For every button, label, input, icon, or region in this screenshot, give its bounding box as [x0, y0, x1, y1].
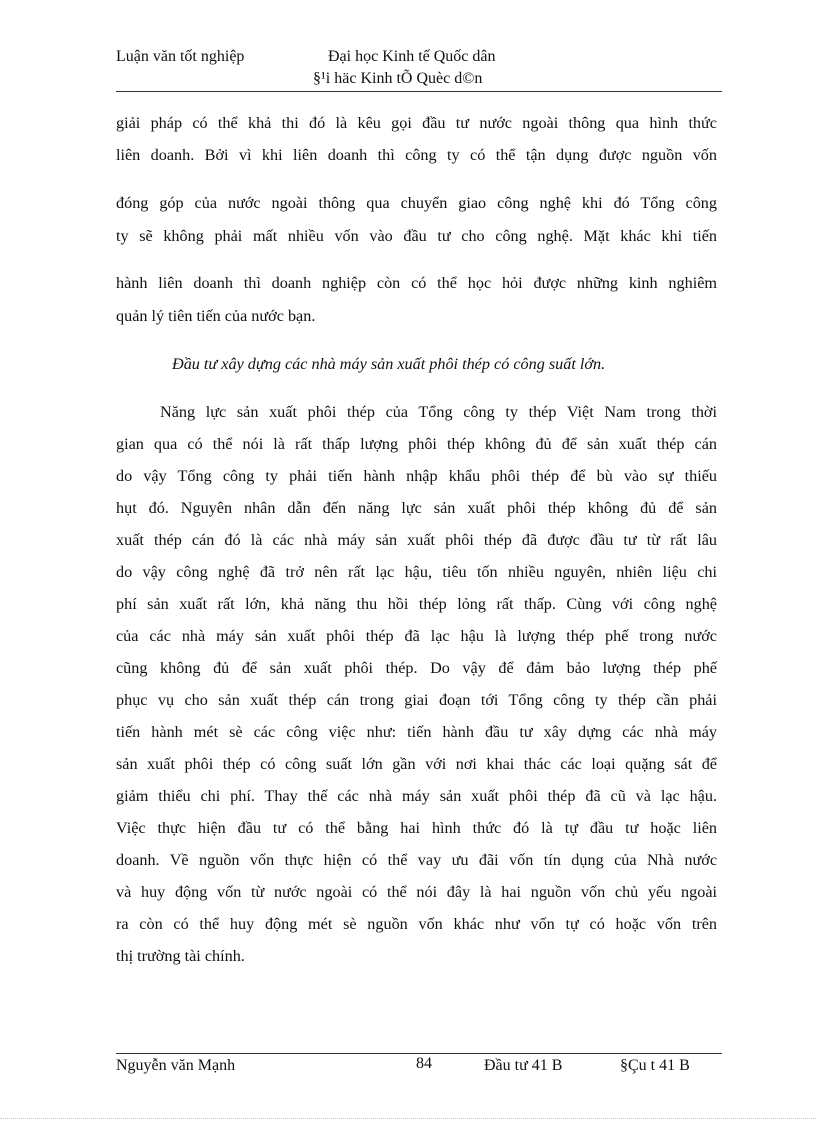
paragraph-line: gian qua có thể nói là rất thấp lượng phôi thép không đủ để sản xuất thép cán — [116, 435, 717, 453]
footer-page-number: 84 — [416, 1055, 432, 1072]
header-university-legacy-encoding: §¹i häc Kinh tÕ Quèc d©n — [313, 70, 483, 87]
paragraph-line: liên doanh. Bởi vì khi liên doanh thì công ty có thể tận dụng được nguồn vốn — [116, 146, 717, 164]
paragraph-line: tiến hành mét sè các công việc như: tiến hành đầu tư xây dựng các nhà máy — [116, 723, 717, 741]
paragraph-line: ty sẽ không phải mất nhiều vốn vào đầu tư cho công nghệ. Mặt khác khi tiến — [116, 227, 717, 245]
footer-class-legacy-encoding: §Çu t 41 B — [620, 1057, 690, 1074]
footer-author: Nguyễn văn Mạnh — [116, 1057, 236, 1074]
paragraph-line: xuất thép cán đó là các nhà máy sản xuất phôi thép đã được đầu tư từ rất lâu — [116, 531, 717, 549]
paragraph-line: do vậy công nghệ đã trở nên rất lạc hậu, tiêu tốn nhiều nguyên, nhiên liệu chi — [116, 563, 717, 581]
paragraph-line: doanh. Về nguồn vốn thực hiện có thể vay ưu đãi vốn tín dụng của Nhà nước — [116, 851, 717, 869]
paragraph-line: đóng góp của nước ngoài thông qua chuyển giao công nghệ khi đó Tổng công — [116, 194, 717, 212]
paragraph-line: phục vụ cho sản xuất thép cán trong giai đoạn tới Tổng công ty thép cần phải — [116, 691, 717, 709]
footer-divider — [116, 1053, 722, 1054]
paragraph-line: của các nhà máy sản xuất phôi thép đã lạc hậu là lượng thép phế trong nước — [116, 627, 717, 645]
paragraph-line: quản lý tiên tiến của nước bạn. — [116, 307, 316, 325]
footer-class: Đầu tư 41 B — [484, 1057, 563, 1074]
paragraph-line: giảm thiểu chi phí. Thay thế các nhà máy sản xuất phôi thép đã cũ và lạc hậu. — [116, 787, 717, 805]
header-university: Đại học Kinh tế Quốc dân — [328, 48, 496, 65]
page-bottom-edge — [0, 1118, 816, 1119]
paragraph-line: do vậy Tổng công ty phải tiến hành nhập khẩu phôi thép để bù vào sự thiếu — [116, 467, 717, 485]
paragraph-line: Năng lực sản xuất phôi thép của Tổng công ty thép Việt Nam trong thời — [160, 403, 717, 421]
paragraph-line: hụt đó. Nguyên nhân dẫn đến năng lực sản xuất phôi thép không đủ để sản — [116, 499, 717, 517]
section-subheading: Đầu tư xây dựng các nhà máy sản xuất phôi thép có công suất lớn. — [172, 355, 606, 373]
paragraph-line: hành liên doanh thì doanh nghiệp còn có thể học hỏi được những kinh nghiêm — [116, 274, 717, 292]
header-thesis-label: Luận văn tốt nghiệp — [116, 48, 245, 65]
paragraph-line: và huy động vốn từ nước ngoài có thể nói đây là hai nguồn vốn chủ yếu ngoài — [116, 883, 717, 901]
paragraph-line: sản xuất phôi thép có công suất lớn gần với nơi khai thác các loại quặng sát để — [116, 755, 717, 773]
paragraph-line: cũng không đủ để sản xuất phôi thép. Do vậy để đảm bảo lượng thép phế — [116, 659, 717, 677]
paragraph-line: ra còn có thể huy động mét sè nguồn vốn khác như vốn tự có hoặc vốn trên — [116, 915, 717, 933]
paragraph-line: Việc thực hiện đầu tư có thể bằng hai hình thức đó là tự đầu tư hoặc liên — [116, 819, 717, 837]
paragraph-line: thị trường tài chính. — [116, 947, 245, 965]
header-divider — [116, 91, 722, 92]
paragraph-line: giải pháp có thể khả thi đó là kêu gọi đầu tư nước ngoài thông qua hình thức — [116, 114, 717, 132]
paragraph-line: phí sản xuất rất lớn, khả năng thu hồi thép lỏng rất thấp. Cùng với công nghệ — [116, 595, 717, 613]
